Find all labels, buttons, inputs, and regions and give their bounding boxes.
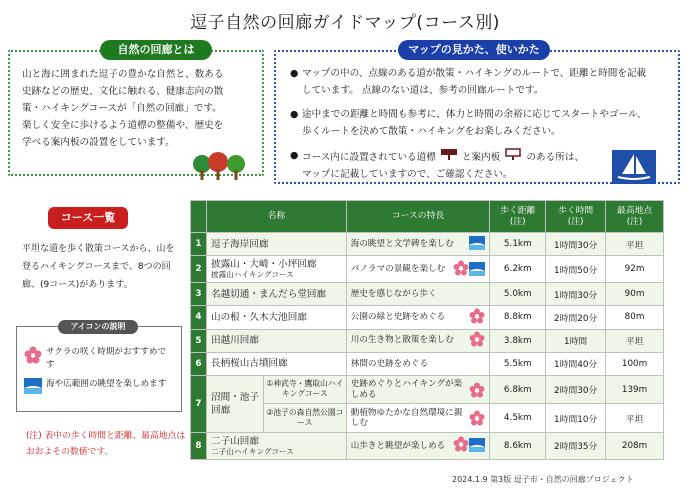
row-distance: 6.8km xyxy=(490,375,546,404)
info-board-icon xyxy=(503,148,523,160)
row-name: 山の根・久木大池回廊 xyxy=(206,306,346,329)
sea-view-icon xyxy=(24,378,42,394)
row-number: 6 xyxy=(191,352,207,375)
row-number: 5 xyxy=(191,329,207,352)
table-row xyxy=(191,256,664,283)
sea-view-icon xyxy=(469,438,485,452)
row-name: 沼間・池子回廊 ①神武寺・鷹取山ハイキングコース ②池子の森自然公園コース xyxy=(206,375,346,432)
row-name: 逗子海岸回廊 xyxy=(206,233,346,256)
row-feature: 林間の史跡をめぐる xyxy=(346,352,490,375)
intro-heading: 自然の回廊とは xyxy=(100,40,212,60)
row-time: 1時間30分 xyxy=(546,233,606,256)
col-header-name: 名称 xyxy=(206,201,346,233)
table-row xyxy=(191,233,664,256)
row-number: 4 xyxy=(191,306,207,329)
table-row xyxy=(191,283,664,306)
legend-item: 海や広範囲の眺望を楽しめます xyxy=(24,378,174,399)
intro-line: 楽しく安全に歩けるよう道標の整備や、歴史を xyxy=(22,120,224,131)
intro-line: 学べる案内板の設置をしています。 xyxy=(22,137,175,148)
row-high: 92m xyxy=(606,256,664,283)
legend-item: サクラの咲く時期がおすすめです xyxy=(24,346,174,372)
row-high: 平坦 xyxy=(606,404,664,433)
row-distance: 5.0km xyxy=(490,283,546,306)
sailboat-icon xyxy=(612,150,656,184)
sub-course: ②池子の森自然公園コース xyxy=(266,407,344,427)
sakura-icon xyxy=(453,436,469,452)
row-distance: 3.8km xyxy=(490,329,546,352)
row-feature: 歴史を感じながら歩く xyxy=(346,283,490,306)
sakura-icon xyxy=(469,382,485,398)
row-number: 1 xyxy=(191,233,207,256)
row-distance: 6.2km xyxy=(490,256,546,283)
row-name: 二子山回廊 二子山ハイキングコース xyxy=(206,432,346,459)
row-feature: 公園の緑と史跡をめぐる xyxy=(346,306,490,329)
table-row xyxy=(191,375,664,404)
row-high: 100m xyxy=(606,352,664,375)
table-row xyxy=(191,432,664,459)
table-row xyxy=(191,352,664,375)
sea-view-icon xyxy=(469,262,485,276)
howto-heading: マップの見かた、使いかた xyxy=(398,40,550,60)
col-header-high: 最高地点 (注) xyxy=(606,201,664,233)
row-number: 8 xyxy=(191,432,207,459)
sakura-icon xyxy=(469,308,485,324)
row-time: 1時間10分 xyxy=(546,404,606,433)
col-header-distance: 歩く距離 (注) xyxy=(490,201,546,233)
row-feature: 山歩きと眺望が楽しめる xyxy=(346,432,490,459)
intro-line: 策・ハイキングコースが「自然の回廊」です。 xyxy=(22,103,222,114)
table-note: (注) 表中の歩く時間と距離、最高地点はおおよその数値です。 xyxy=(26,431,186,457)
row-high: 80m xyxy=(606,306,664,329)
row-high: 平坦 xyxy=(606,233,664,256)
row-feature: 海の眺望と文学碑を楽しむ xyxy=(346,233,490,256)
intro-text xyxy=(22,66,258,151)
row-distance: 8.6km xyxy=(490,432,546,459)
sakura-icon xyxy=(469,410,485,426)
row-time: 2時間30分 xyxy=(546,375,606,404)
intro-line: 史跡などの歴史、文化に触れる、健康志向の散 xyxy=(22,86,224,97)
row-time: 1時間30分 xyxy=(546,283,606,306)
page-title: 逗子自然の回廊ガイドマップ(コース別) xyxy=(190,13,500,33)
row-high: 139m xyxy=(606,375,664,404)
col-header-time: 歩く時間 (注) xyxy=(546,201,606,233)
footer: 2024.1.9 第3版 逗子市・自然の回廊プロジェクト xyxy=(452,475,634,484)
row-number: 2 xyxy=(191,256,207,283)
howto-bullet: マップの中の、点線のある道が散策・ハイキングのルートで、距離と時間を記載しています。 点線のない道は、参考の回廊ルートです。 xyxy=(302,68,647,96)
sub-course: ①神武寺・鷹取山ハイキングコース xyxy=(264,376,346,404)
row-distance: 8.8km xyxy=(490,306,546,329)
row-distance: 5.5km xyxy=(490,352,546,375)
row-time: 2時間35分 xyxy=(546,432,606,459)
legend-heading: アイコンの説明 xyxy=(58,320,138,334)
sakura-icon xyxy=(469,331,485,347)
row-name: 披露山・大崎・小坪回廊 披露山ハイキングコース xyxy=(206,256,346,283)
table-row xyxy=(191,329,664,352)
row-feature: 動植物ゆたかな自然環境に親しむ xyxy=(346,404,490,433)
sakura-icon xyxy=(453,260,469,276)
sakura-icon xyxy=(24,346,42,364)
row-time: 1時間50分 xyxy=(546,256,606,283)
row-name: 名越切通・まんだら堂回廊 xyxy=(206,283,346,306)
row-number: 3 xyxy=(191,283,207,306)
howto-bullet: 途中までの距離と時間も参考に、体力と時間の余裕に応じてスタートやゴール、歩くルートを決めて散策・ハイキングをお楽しみください。 xyxy=(302,109,647,137)
howto-list: ● マップの中の、点線のある道が散策・ハイキングのルートで、距離と時間を記載しています。 点線のない道は、参考の回廊ルートです。 ● 途中までの距離と時間も参考に、体力と時間の余裕に応じてスタートやゴール、歩くルートを決めて散策・ハイキングをお楽しみください。 ● コース内に設置されている道標 と案内板 のある所は、 マップに記載していますので、ご確認ください。 xyxy=(290,66,650,191)
row-name: 田越川回廊 xyxy=(206,329,346,352)
course-list-desc: 平坦な道を歩く散策コースから、山を登るハイキングコースまで、8つの回廊、(9コース)があります。 xyxy=(22,244,175,290)
row-feature: パノラマの景観を楽しむ xyxy=(346,256,490,283)
signpost-icon xyxy=(439,148,459,160)
row-distance: 4.5km xyxy=(490,404,546,433)
row-time: 2時間20分 xyxy=(546,306,606,329)
intro-line: 山と海に囲まれた逗子の豊かな自然と、数ある xyxy=(22,69,224,80)
table-row xyxy=(191,306,664,329)
course-table xyxy=(190,200,664,460)
row-high: 90m xyxy=(606,283,664,306)
row-number: 7 xyxy=(191,375,207,432)
row-high: 平坦 xyxy=(606,329,664,352)
row-feature: 史跡めぐりとハイキングが楽しめる xyxy=(346,375,490,404)
row-name: 長柄桜山古墳回廊 xyxy=(206,352,346,375)
row-distance: 5.1km xyxy=(490,233,546,256)
table-header-row xyxy=(191,201,664,233)
course-list-heading: コース一覧 xyxy=(48,207,128,229)
sea-view-icon xyxy=(469,236,485,250)
row-high: 208m xyxy=(606,432,664,459)
trees-icon xyxy=(192,150,252,182)
row-time: 1時間40分 xyxy=(546,352,606,375)
row-feature: 川の生き物と散策を楽しむ xyxy=(346,329,490,352)
howto-bullet: コース内に設置されている道標 と案内板 のある所は、 マップに記載していますので、ご確認ください。 xyxy=(302,148,584,183)
row-time: 1時間 xyxy=(546,329,606,352)
col-header-feature: コースの特長 xyxy=(346,201,490,233)
